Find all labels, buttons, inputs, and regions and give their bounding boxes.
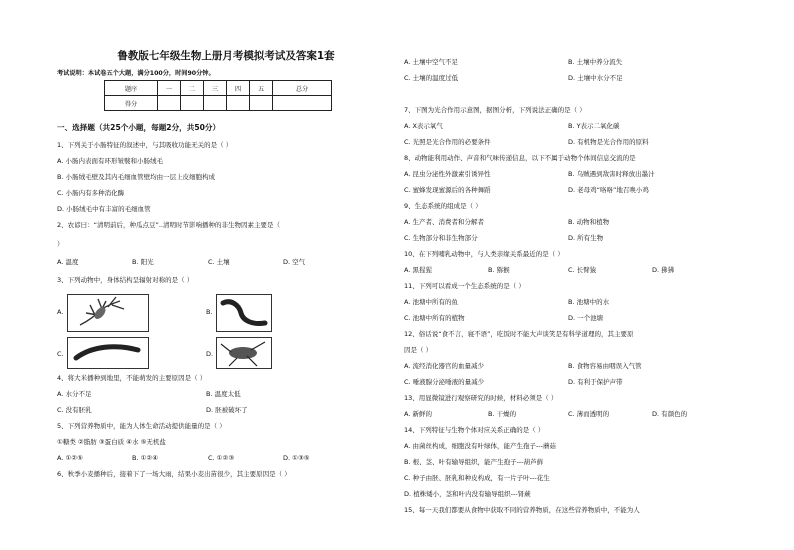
question-line: ）	[57, 240, 64, 248]
answer-option: B. 阳光	[132, 258, 154, 266]
question-line: ①糖类 ②脂肪 ③蛋白质 ④水 ⑤无机盐	[57, 438, 166, 446]
answer-option: D. 一个池塘	[568, 314, 604, 322]
answer-option: A. 温度	[57, 258, 79, 266]
answer-option: D. 所有生物	[568, 234, 604, 242]
question-line: A. 由菌丝构成，细胞没有叶绿体，能产生孢子---蘑菇	[404, 442, 557, 450]
earthworm-image	[67, 337, 149, 369]
answer-option: D. 狒狒	[652, 266, 675, 274]
answer-option: D. 有颜色的	[652, 410, 688, 418]
answer-option: C. 土壤	[208, 258, 230, 266]
question-line: C. 生物部分和非生物部分	[404, 234, 478, 242]
score-table	[104, 80, 332, 111]
question-line: A. 池塘中所有的鱼	[404, 298, 458, 306]
question-line: D. 小肠绒毛中有丰富的毛细血管	[57, 205, 151, 213]
answer-option: B. 食物容易由咽误入气管	[568, 362, 642, 370]
answer-option: B. 池塘中的水	[568, 298, 610, 306]
answer-option: C.	[57, 350, 64, 358]
question-line: C. 池塘中所有的植物	[404, 314, 465, 322]
question-line: A. 生产者、消费者和分解者	[404, 218, 484, 226]
score-cell: 总分	[273, 81, 332, 96]
question-line: 15、每一天我们都要从食物中获取不同的营养物质，在这些营养物质中，不能为人	[404, 506, 640, 514]
answer-option: B. 猕猴	[488, 266, 510, 274]
question-line: 3、下列动物中，身体结构呈辐射对称的是（ ）	[57, 276, 194, 284]
score-cell: 三	[204, 81, 227, 96]
score-cell: 题序	[105, 81, 158, 96]
answer-option: D. 土壤中水分不足	[568, 74, 623, 82]
question-line: 12、俗话说“食不言，寝不语”，吃饭时不能大声谈笑是有科学道理的，其主要原	[404, 330, 634, 338]
answer-option: D. 有机物是光合作用的原料	[568, 138, 649, 146]
answer-option: C. 没有胚乳	[57, 406, 92, 414]
score-cell	[158, 96, 181, 111]
answer-option: C. 薄而透明的	[568, 410, 610, 418]
question-line: 6、秋季小麦播种后，接着下了一场大雨，结果小麦出苗很少，其主要原因是（ ）	[57, 470, 291, 478]
question-line: B. 根、茎、叶有输导组织，能产生孢子---葫芦藓	[404, 458, 544, 466]
question-line: A. 黑猩猩	[404, 266, 432, 274]
answer-option: B. 乌贼遇到敌害时释放出墨汁	[568, 170, 655, 178]
grasshopper-image	[216, 337, 272, 369]
page-title: 鲁教版七年级生物上册月考模拟考试及答案1套	[117, 50, 335, 62]
question-line: C. 蜜蜂发现蜜源后的各种舞蹈	[404, 186, 491, 194]
question-line: 13、用显微镜进行观察研究的时候，材料必须是（ ）	[404, 394, 558, 402]
question-line: A. 流经消化器官的血量减少	[404, 362, 484, 370]
score-cell	[273, 96, 332, 111]
score-cell	[204, 96, 227, 111]
answer-option: A. 土壤中空气不足	[404, 58, 458, 66]
question-line: A. 小肠内表面有环形皱襞和小肠绒毛	[57, 157, 163, 165]
question-line: 11、下列可以看成一个生态系统的是（ ）	[404, 282, 525, 290]
score-cell: 四	[227, 81, 250, 96]
answer-option: B. 动物和植物	[568, 218, 610, 226]
score-cell	[181, 96, 204, 111]
question-line: C. 唾液腺分泌唾液的量减少	[404, 378, 485, 386]
score-cell: 五	[250, 81, 273, 96]
score-cell: 一	[158, 81, 181, 96]
question-line: 5、下列营养物质中，能为人体生命活动提供能量的是（ ）	[57, 422, 226, 430]
answer-option: D. 老母鸡“咯咯”地召唤小鸡	[568, 186, 649, 194]
answer-option: D. ①③⑤	[283, 454, 310, 462]
question-line: C. 种子由胚、胚乳和种皮构成，有一片子叶---花生	[404, 474, 550, 482]
score-cell: 得分	[105, 96, 158, 111]
score-table-score-row	[105, 96, 332, 111]
question-line: 1、下列关于小肠特征的叙述中，与其吸收功能无关的是（ ）	[57, 141, 233, 149]
hydra-image	[67, 294, 149, 332]
question-line: D. 植株矮小，茎和叶内没有输导组织---肾蕨	[404, 490, 531, 498]
section-heading: 一、选择题（共25个小题，每题2分，共50分）	[57, 123, 221, 132]
exam-info: 考试说明：本试卷五个大题，满分100分，时间90分钟。	[57, 70, 215, 77]
answer-option: B. 土壤中养分流失	[568, 58, 623, 66]
question-line: 9、生态系统的组成是（ ）	[404, 202, 482, 210]
answer-option: D.	[206, 350, 214, 358]
answer-option: D. 有利于保护声带	[568, 378, 623, 386]
answer-option: B. 干燥的	[488, 410, 517, 418]
answer-option: B. 温度太低	[206, 390, 241, 398]
score-cell	[227, 96, 250, 111]
answer-option: B.	[206, 308, 213, 316]
question-line: A. 昆虫分泌性外激素引诱异性	[404, 170, 491, 178]
question-line: A. 新鲜的	[404, 410, 432, 418]
score-cell	[250, 96, 273, 111]
question-line: 4、将大米播种到地里，不能萌发的主要原因是（ ）	[57, 374, 207, 382]
score-table-header-row	[105, 81, 332, 96]
question-line: 10、在下列哺乳动物中，与人类亲缘关系最近的是（ ）	[404, 250, 564, 258]
answer-option: C. 长臂猿	[568, 266, 597, 274]
question-line: A. X表示氧气	[404, 122, 443, 130]
question-line: 2、农谚曰：“清明前后，种瓜点豆”..清明时节影响播种的非生物因素主要是（	[57, 221, 281, 229]
question-line: 14、下列特征与生物个体对应关系正确的是（ ）	[404, 426, 545, 434]
question-line: 8、动物能利用动作、声音和气味传递信息，以下不属于动物个体间信息交流的是	[404, 154, 636, 162]
score-cell: 二	[181, 81, 204, 96]
answer-option: D. 胚被破坏了	[206, 406, 248, 414]
answer-option: C. ①②③	[208, 454, 235, 462]
answer-option: A. ①②⑤	[57, 454, 83, 462]
answer-option: B. Y表示二氧化碳	[568, 122, 620, 130]
answer-option: D. 空气	[283, 258, 306, 266]
question-line: 因是（ ）	[404, 346, 433, 354]
question-line: C. 小肠内有多种消化酶	[57, 189, 125, 197]
answer-option: B. ①②④	[132, 454, 159, 462]
question-line: B. 小肠绒毛壁及其内毛细血管壁均由一层上皮细胞构成	[57, 173, 216, 181]
answer-option: C. 土壤的温度过低	[404, 74, 459, 82]
leech-image	[216, 294, 272, 332]
question-line: 7、下图为光合作用示意图，据图分析，下列说法正确的是（ ）	[404, 106, 586, 114]
answer-option: A.	[57, 308, 64, 316]
answer-option: A. 水分不足	[57, 390, 92, 398]
question-line: C. 光照是光合作用的必要条件	[404, 138, 491, 146]
